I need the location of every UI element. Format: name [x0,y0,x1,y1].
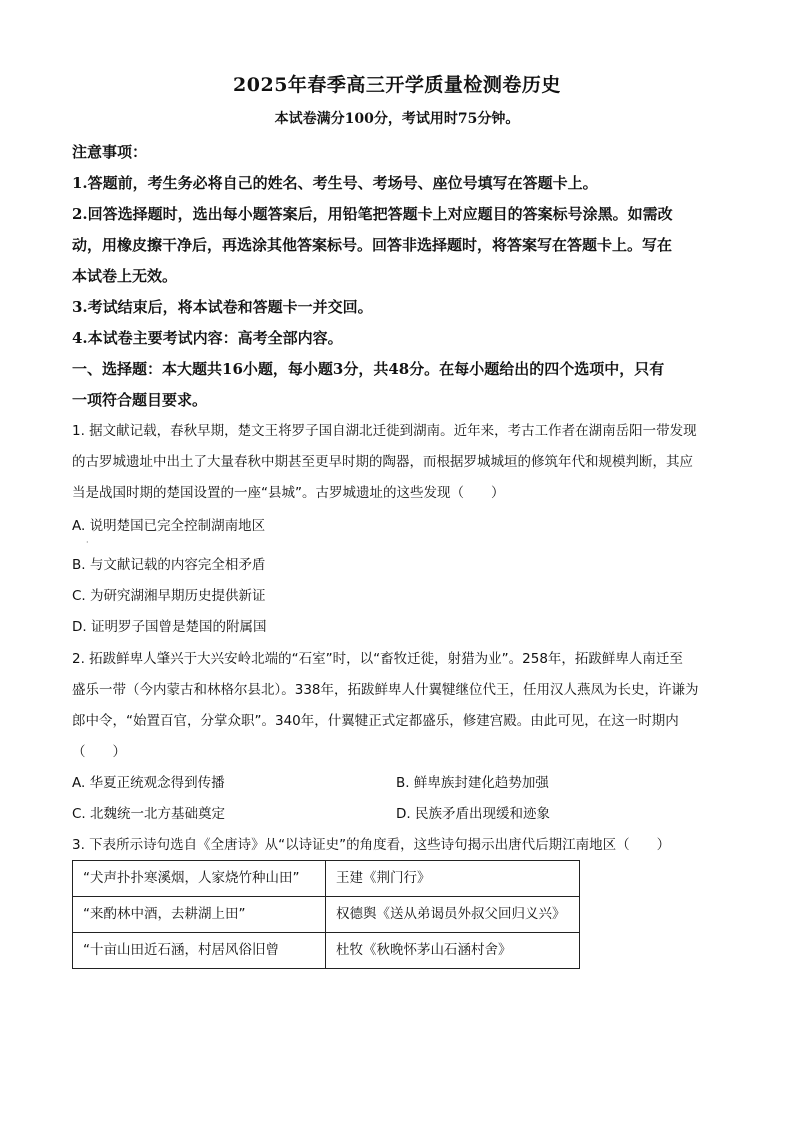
page-subtitle: 本试卷满分100分，考试用时75分钟。 [274,111,520,127]
q1-option-a: A. 说明楚国已完全控制湖南地区 [72,518,266,534]
poem-source: 杜牧《秋晚怀茅山石涵村舍》 [326,933,580,969]
poem-table [72,860,580,969]
q1-stem-line-3: 当是战国时期的楚国设置的一座“县城”。古罗城遗址的这些发现（ ） [72,485,505,501]
table-row [73,861,580,897]
poem-verse: “犬声扑扑寒溪烟，人家烧竹种山田” [73,861,326,897]
notice-item-2-line-1: 2.回答选择题时，选出每小题答案后，用铅笔把答题卡上对应题目的答案标号涂黑。如需改 [72,205,673,223]
q1-option-d: D. 证明罗子国曾是楚国的附属国 [72,619,267,635]
q2-stem-line-2: 盛乐一带（今内蒙古和林格尔县北）。338年，拓跋鲜卑人什翼犍继位代王，任用汉人燕凤为长史，许谦为 [72,682,699,698]
question-2 [72,644,724,768]
q2-option-c: C. 北魏统一北方基础奠定 [72,806,226,822]
q1-option-b: B. 与文献记载的内容完全相矛盾 [72,557,266,573]
notice-item-2-line-2: 动，用橡皮擦干净后，再选涂其他答案标号。回答非选择题时，将答案写在答题卡上。写在 [72,236,673,254]
q1-stem-line-1: 1. 据文献记载，春秋早期，楚文王将罗子国自湖北迁徙到湖南。近年来，考古工作者在湖南岳阳一带发现 [72,423,697,439]
q2-options-row-1 [72,768,724,799]
q1-stem-line-2: 的古罗城遗址中出土了大量春秋中期甚至更早时期的陶器，而根据罗城城垣的修筑年代和规模判断，其应 [72,454,693,470]
poem-source: 权德舆《送从弟谒员外叔父回归义兴》 [326,897,580,933]
q2-stem-line-1: 2. 拓跋鲜卑人肇兴于大兴安岭北端的“石室”时，以“畜牧迁徙，射猎为业”。258年，拓跋鲜卑人南迁至 [72,651,683,667]
stray-dot-mark: · [86,538,89,547]
q2-options-row-2 [72,799,724,830]
question-1 [72,416,724,643]
section1-heading-line-1: 一、选择题：本大题共16小题，每小题3分，共48分。在每小题给出的四个选项中，只有 [72,360,665,378]
table-row [73,933,580,969]
section1-heading-line-2: 一项符合题目要求。 [72,391,208,409]
notice-section [72,137,724,416]
poem-verse: “来酌林中酒，去耕湖上田” [73,897,326,933]
question-3 [72,830,724,861]
notice-heading: 注意事项： [72,143,148,161]
page-title: 2025年春季高三开学质量检测卷历史 [233,74,561,96]
poem-source: 王建《荆门行》 [326,861,580,897]
q2-option-d: D. 民族矛盾出现缓和迹象 [396,806,550,822]
poem-verse: “十亩山田近石涵，村居风俗旧曾 [73,933,326,969]
q2-option-a: A. 华夏正统观念得到传播 [72,775,225,791]
q3-stem: 3. 下表所示诗句选自《全唐诗》从“以诗证史”的角度看，这些诗句揭示出唐代后期江南地区（ ） [72,837,671,853]
notice-item-3: 3.考试结束后，将本试卷和答题卡一并交回。 [72,298,373,316]
q1-option-c: C. 为研究湖湘早期历史提供新证 [72,588,266,604]
notice-item-4: 4.本试卷主要考试内容：高考全部内容。 [72,329,343,347]
table-row [73,897,580,933]
notice-item-1: 1.答题前，考生务必将自己的姓名、考生号、考场号、座位号填写在答题卡上。 [72,174,598,192]
notice-item-2-line-3: 本试卷上无效。 [72,267,178,285]
q2-stem-line-4: （ ） [72,744,126,760]
q2-option-b: B. 鲜卑族封建化趋势加强 [396,775,549,791]
q2-stem-line-3: 郎中令，“始置百官，分掌众职”。340年，什翼犍正式定都盛乐，修建宫殿。由此可见，在这一时期内 [72,713,679,729]
